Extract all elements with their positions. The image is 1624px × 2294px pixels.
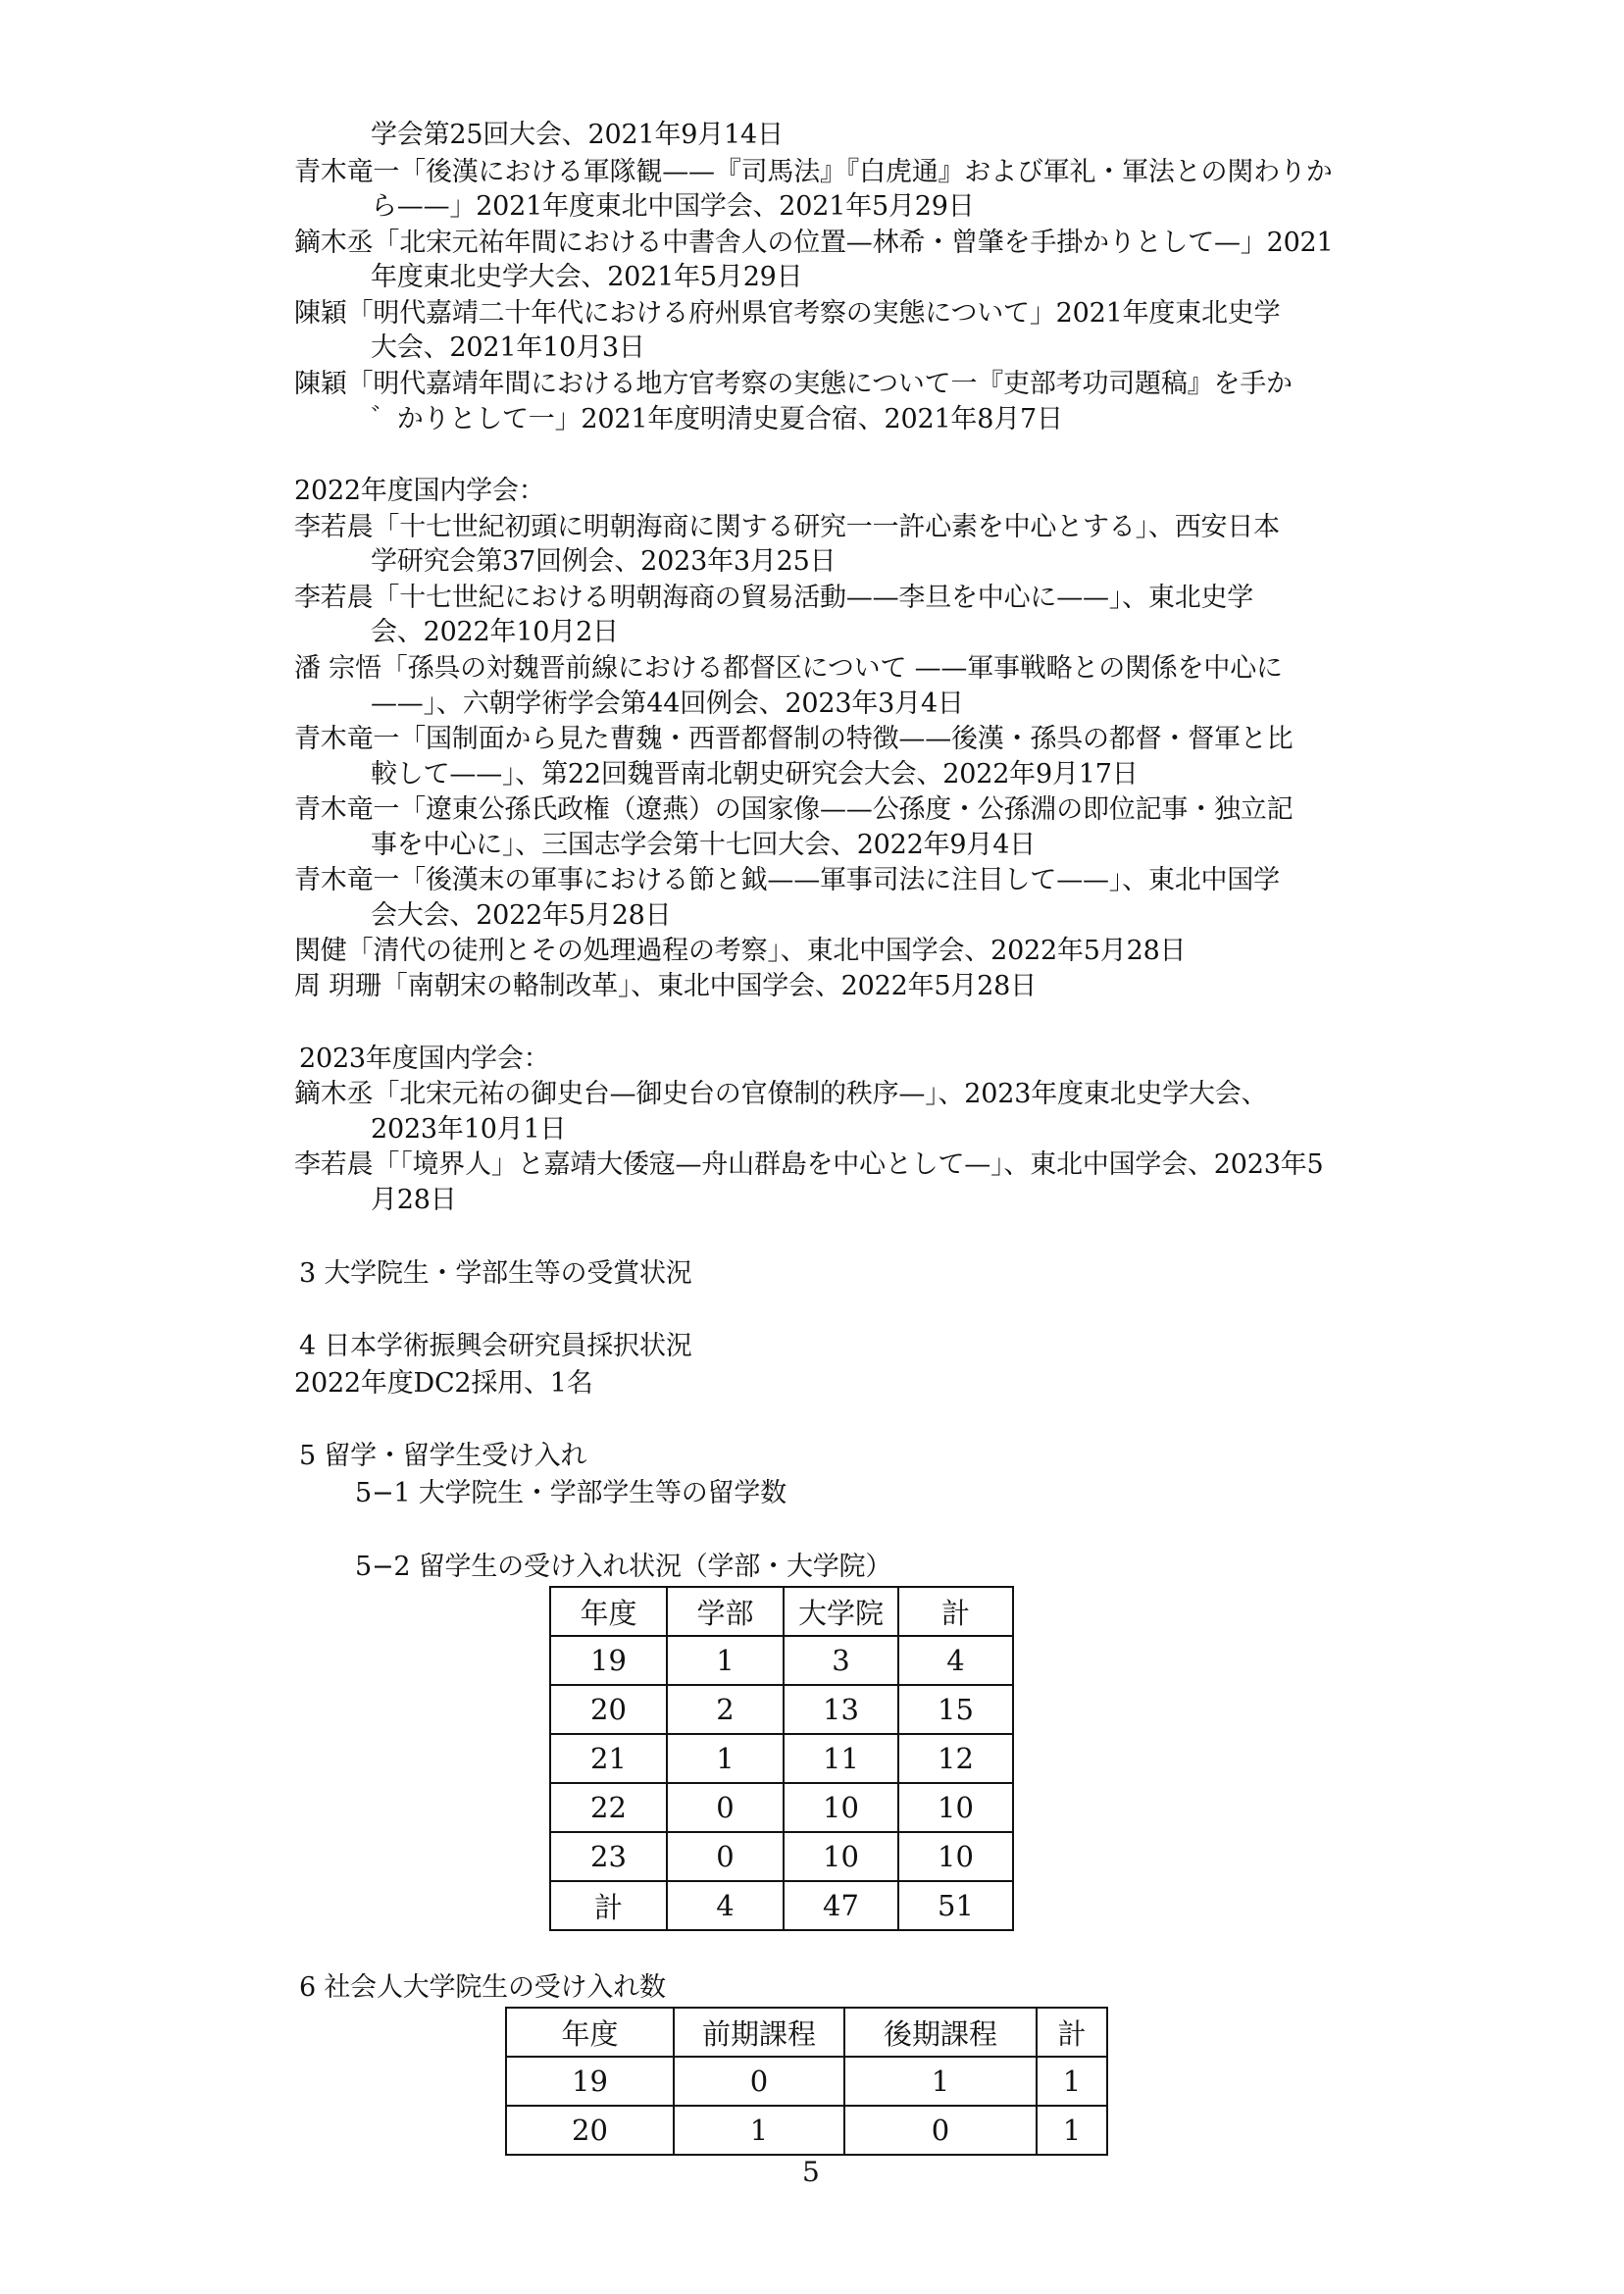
table-cell: 21: [550, 1734, 667, 1783]
section-4-body: 2022年度DC2採用、1名: [294, 1368, 593, 1399]
table-header-cell: 前期課程: [674, 2008, 844, 2057]
table-row: [506, 2057, 1107, 2106]
entry-line: 陳穎「明代嘉靖二十年代における府州県官考察の実態について」2021年度東北史学: [294, 298, 1281, 329]
entry-line: 陳穎「明代嘉靖年間における地方官考察の実態について一『吏部考功司題稿』を手か: [294, 369, 1293, 399]
section-heading: 2023年度国内学会：: [299, 1044, 550, 1074]
table-cell: 10: [898, 1832, 1013, 1881]
table-cell: 13: [784, 1685, 898, 1734]
table-cell: 22: [550, 1783, 667, 1832]
table-cell: 計: [550, 1881, 667, 1930]
table-cell: 12: [898, 1734, 1013, 1783]
foreign-students-table: [549, 1586, 1014, 1931]
table-header-cell: 年度: [506, 2008, 674, 2057]
table-header-cell: 計: [898, 1587, 1013, 1636]
table-cell: 23: [550, 1832, 667, 1881]
entry-line: 青木竜一「後漢における軍隊観——『司馬法』『白虎通』および軍礼・軍法との関わりか: [294, 157, 1333, 187]
entry-line: 李若晨「十七世紀初頭に明朝海商に関する研究一一許心素を中心とする」、西安日本: [294, 512, 1280, 542]
table-cell: 10: [784, 1783, 898, 1832]
table-cell: 1: [667, 1636, 784, 1685]
table-cell: 0: [674, 2057, 844, 2106]
table-cell: 2: [667, 1685, 784, 1734]
section-heading: 2022年度国内学会：: [294, 476, 545, 506]
table-cell: 1: [667, 1734, 784, 1783]
section-5-heading: 5 留学・留学生受け入れ: [299, 1441, 587, 1471]
table-cell: 10: [898, 1783, 1013, 1832]
table-cell: 0: [667, 1783, 784, 1832]
table-row: [550, 1636, 1013, 1685]
section-4-heading: 4 日本学術振興会研究員採択状況: [299, 1331, 692, 1361]
table-header-cell: 後期課程: [844, 2008, 1037, 2057]
table-row: [550, 1783, 1013, 1832]
table-cell: 47: [784, 1881, 898, 1930]
table-cell: 20: [550, 1685, 667, 1734]
entry-line: 青木竜一「国制面から見た曹魏・西晋都督制の特徴——後漢・孫呉の都督・督軍と比: [294, 724, 1294, 754]
entry-line: ゛かりとして一」2021年度明清史夏合宿、2021年8月7日: [371, 404, 1063, 434]
entry-line: 青木竜一「遼東公孫氏政権（遼燕）の国家像——公孫度・公孫淵の即位記事・独立記: [294, 794, 1294, 825]
table-cell: 11: [784, 1734, 898, 1783]
table-header-cell: 計: [1037, 2008, 1107, 2057]
table-cell: 51: [898, 1881, 1013, 1930]
table-cell: 1: [1037, 2057, 1107, 2106]
table-cell: 10: [784, 1832, 898, 1881]
entry-line: ら——」2021年度東北中国学会、2021年5月29日: [371, 191, 975, 222]
entry-line: 青木竜一「後漢末の軍事における節と鉞——軍事司法に注目して——」、東北中国学: [294, 865, 1280, 895]
table-header-cell: 年度: [550, 1587, 667, 1636]
section-5-1-heading: 5−1 大学院生・学部学生等の留学数: [355, 1478, 787, 1508]
table-total-row: [550, 1881, 1013, 1930]
entry-line: 学会第25回大会、2021年9月14日: [371, 120, 784, 150]
entry-line: 会大会、2022年5月28日: [371, 900, 672, 931]
table-cell: 19: [550, 1636, 667, 1685]
entry-line: 李若晨「「境界人」と嘉靖大倭寇—舟山群島を中心として—」、東北中国学会、2023年5: [294, 1149, 1324, 1180]
section-5-2-heading: 5−2 留学生の受け入れ状況（学部・大学院）: [355, 1552, 892, 1582]
entry-line: 年度東北史学大会、2021年5月29日: [371, 262, 803, 292]
entry-line: 鏑木丞「北宋元祐の御史台—御史台の官僚制的秩序—」、2023年度東北史学大会、: [294, 1079, 1268, 1109]
section-3-heading: 3 大学院生・学部生等の受賞状況: [299, 1258, 692, 1289]
working-adult-students-table: [505, 2007, 1108, 2156]
entry-line: 会、2022年10月2日: [371, 617, 619, 647]
table-header-cell: 学部: [667, 1587, 784, 1636]
table-cell: 4: [898, 1636, 1013, 1685]
table-cell: 0: [844, 2106, 1037, 2155]
table-header-row: [506, 2008, 1107, 2057]
table-cell: 15: [898, 1685, 1013, 1734]
table-cell: 0: [667, 1832, 784, 1881]
table-header-cell: 大学院: [784, 1587, 898, 1636]
entry-line: 周 玥珊「南朝宋の輅制改革」、東北中国学会、2022年5月28日: [294, 971, 1037, 1001]
entry-line: 大会、2021年10月3日: [371, 332, 645, 363]
entry-line: 学研究会第37回例会、2023年3月25日: [371, 546, 837, 577]
entry-line: 2023年10月1日: [371, 1114, 567, 1145]
table-cell: 1: [1037, 2106, 1107, 2155]
table-cell: 4: [667, 1881, 784, 1930]
entry-line: 鏑木丞「北宋元祐年間における中書舎人の位置—林希・曾肇を手掛かりとして—」2021: [294, 228, 1334, 258]
table-cell: 20: [506, 2106, 674, 2155]
entry-line: ——」、六朝学術学会第44回例会、2023年3月4日: [371, 688, 964, 719]
table-cell: 19: [506, 2057, 674, 2106]
table-cell: 3: [784, 1636, 898, 1685]
table-cell: 1: [674, 2106, 844, 2155]
entry-line: 事を中心に」、三国志学会第十七回大会、2022年9月4日: [371, 830, 1036, 860]
table-row: [550, 1734, 1013, 1783]
section-6-heading: 6 社会人大学院生の受け入れ数: [299, 1972, 666, 2003]
entry-line: 潘 宗悟「孫呉の対魏晋前線における都督区について ——軍事戦略との関係を中心に: [294, 653, 1283, 684]
table-row: [550, 1685, 1013, 1734]
page-number: 5: [802, 2156, 820, 2188]
entry-line: 較して——」、第22回魏晋南北朝史研究会大会、2022年9月17日: [371, 759, 1139, 790]
table-row: [550, 1832, 1013, 1881]
table-cell: 1: [844, 2057, 1037, 2106]
entry-line: 関健「清代の徒刑とその処理過程の考察」、東北中国学会、2022年5月28日: [294, 936, 1187, 966]
table-row: [506, 2106, 1107, 2155]
table-header-row: [550, 1587, 1013, 1636]
entry-line: 月28日: [371, 1185, 457, 1215]
entry-line: 李若晨「十七世紀における明朝海商の貿易活動——李旦を中心に——」、東北史学: [294, 583, 1254, 613]
